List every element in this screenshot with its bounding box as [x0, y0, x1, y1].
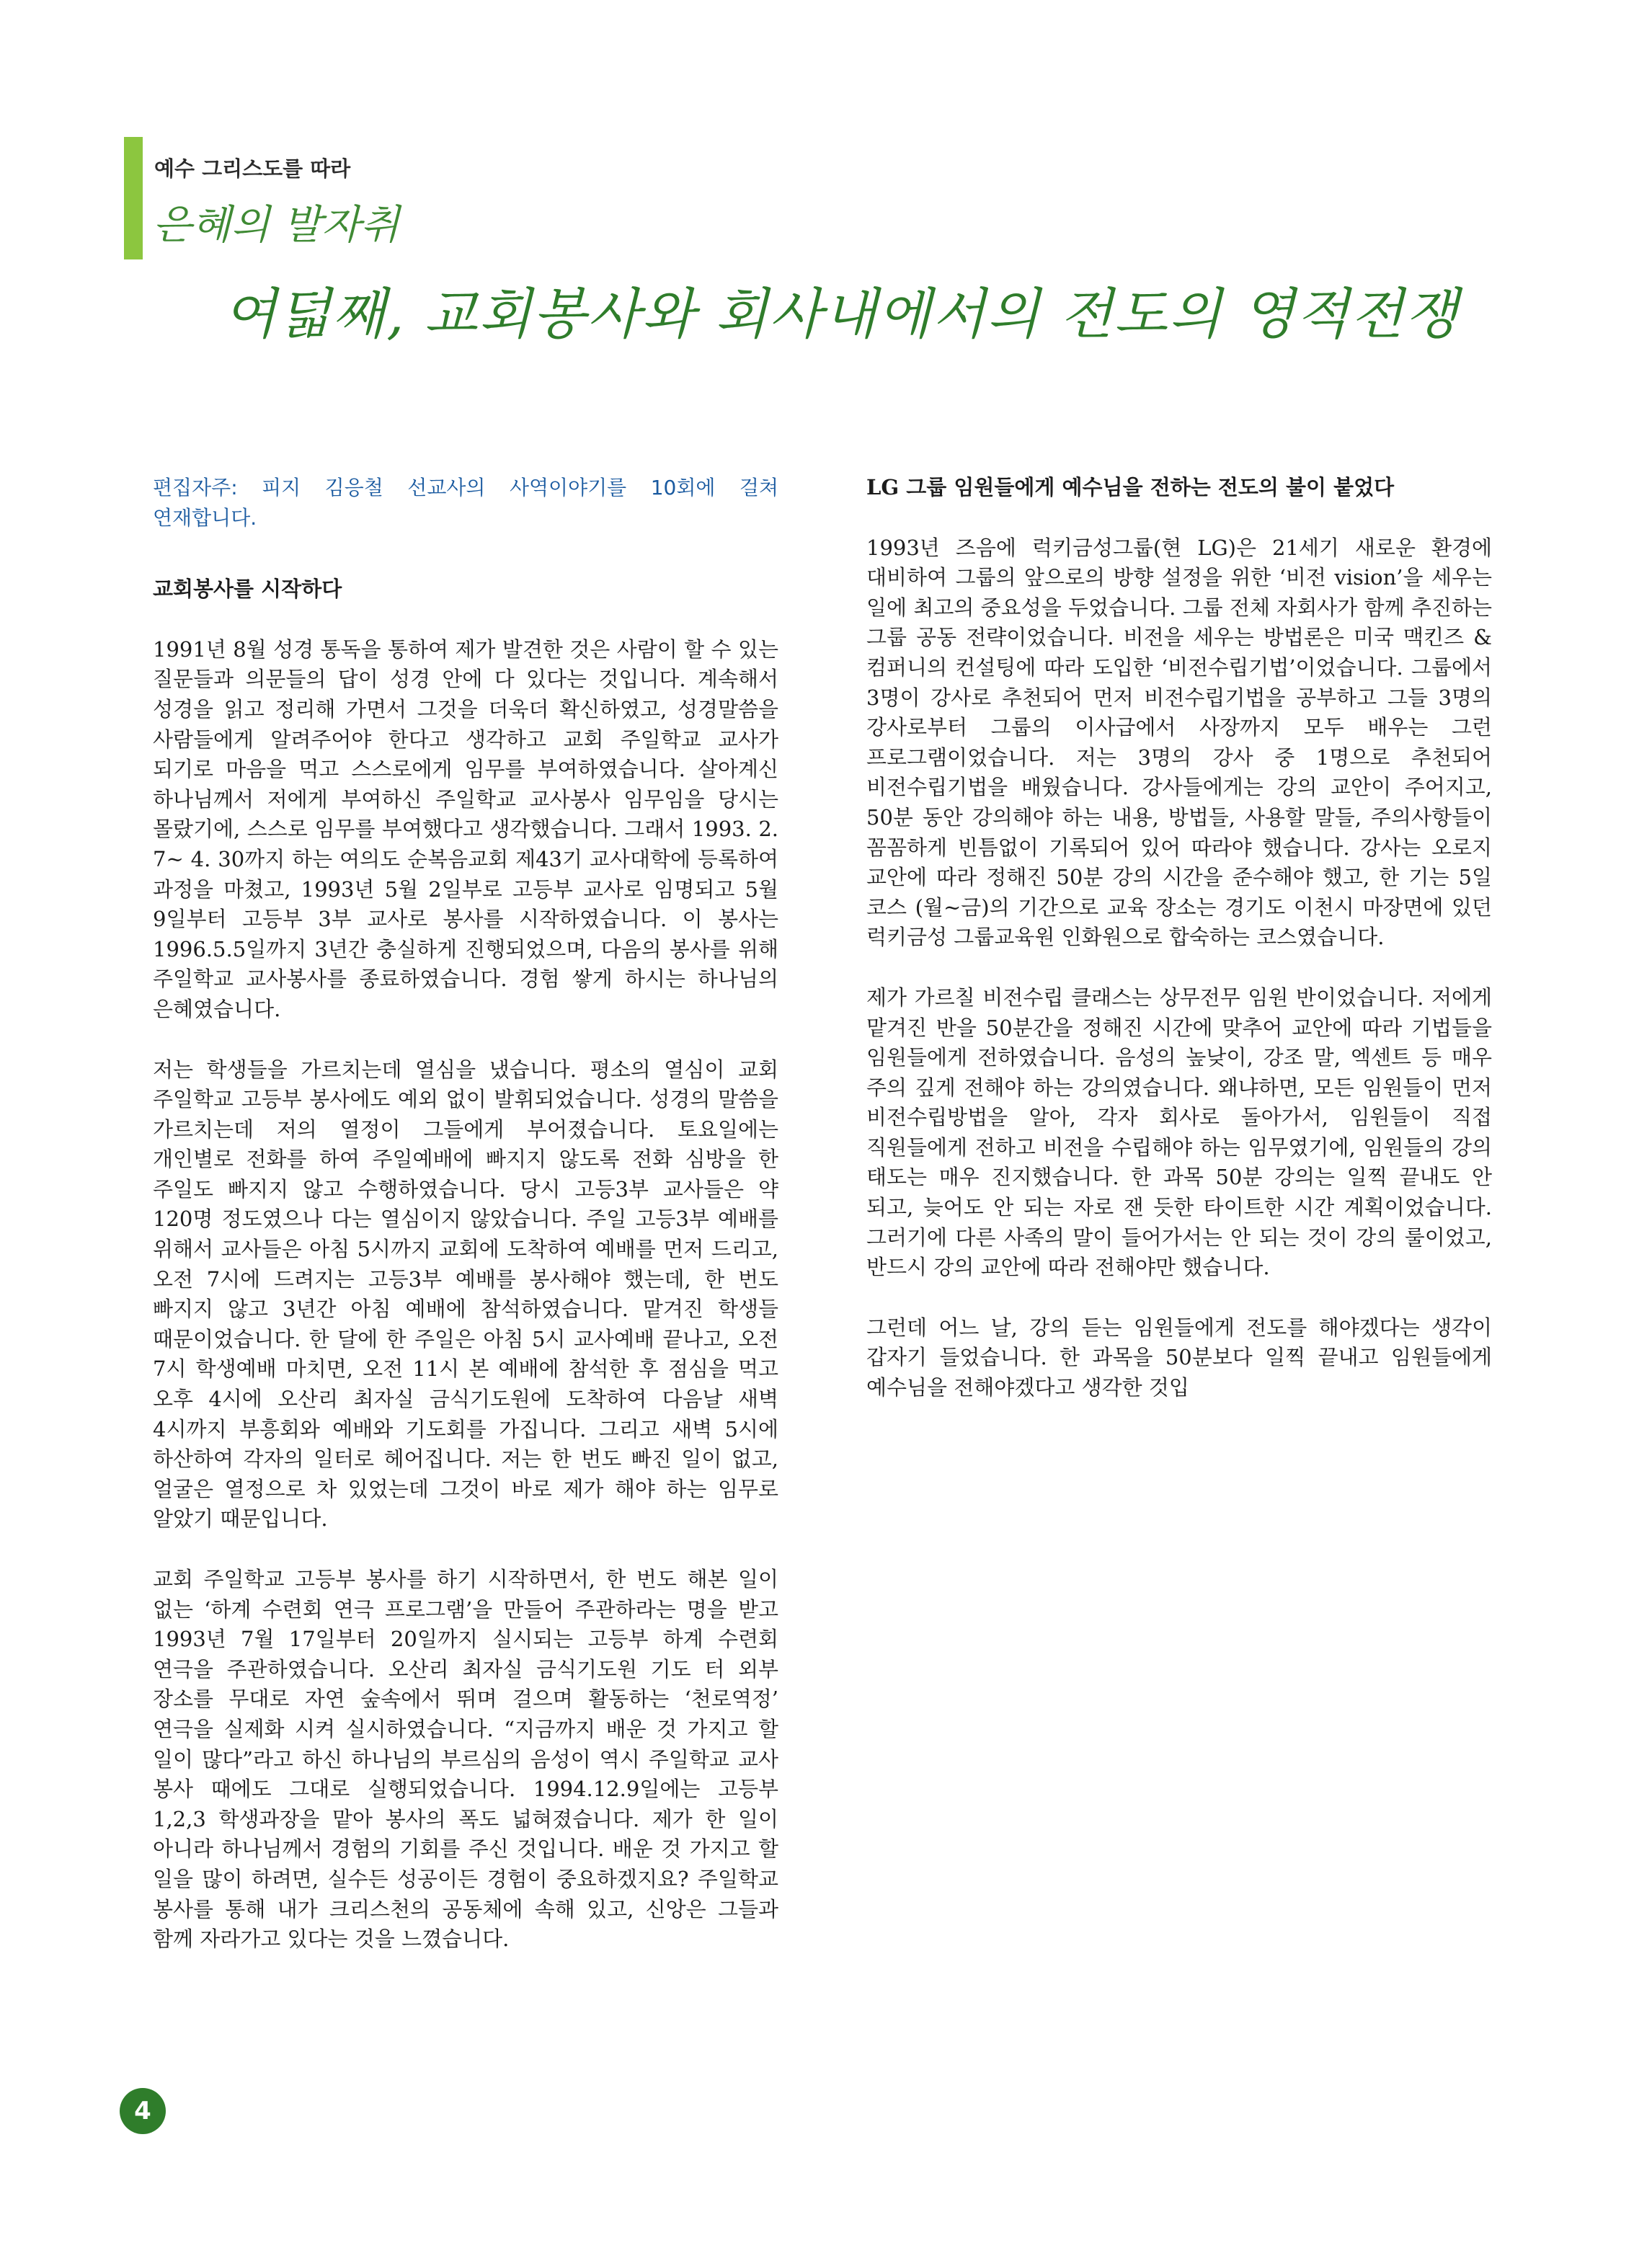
header-accent-bar: [124, 137, 143, 259]
left-column: [153, 473, 778, 1985]
paragraph: 1991년 8월 성경 통독을 통하여 제가 발견한 것은 사람이 할 수 있는 질문들과 의문들의 답이 성경 안에 다 있다는 것입니다. 계속해서 성경을 읽고 정리해 가면서 그것을 더욱더 확신하였고, 성경말씀을 사람들에게 알려주어야 한다고 생각하고 교회 주일학교 교사가 되기로 마음을 먹고 스스로에게 임무를 부여하였습니다. 살아계신 하나님께서 저에게 부여하신 주일학교 교사봉사 임무임을 당시는 몰랐기에, 스스로 임무를 부여했다고 생각했습니다. 그래서 1993. 2. 7~ 4. 30까지 하는 여의도 순복음교회 제43기 교사대학에 등록하여 과정을 마쳤고, 1993년 5월 2일부로 고등부 교사로 임명되고 5월 9일부터 고등부 3부 교사로 봉사를 시작하였습니다. 이 봉사는 1996.5.5일까지 3년간 충실하게 진행되었으며, 다음의 봉사를 위해 주일학교 교사봉사를 종료하였습니다. 경험 쌓게 하시는 하나님의 은혜였습니다.: [153, 636, 778, 1021]
editor-note: 편집자주: 피지 김응철 선교사의 사역이야기를 10회에 걸쳐 연재합니다.: [153, 476, 778, 530]
article-title: 여덟째, 교회봉사와 회사내에서의 전도의 영적전쟁: [223, 282, 1460, 346]
series-label: 예수 그리스도를 따라: [154, 156, 351, 181]
series-subtitle: 은혜의 발자취: [153, 202, 400, 249]
paragraph: 저는 학생들을 가르치는데 열심을 냈습니다. 평소의 열심이 교회 주일학교 고등부 봉사에도 예외 없이 발휘되었습니다. 성경의 말씀을 가르치는데 저의 열정이 그들에게 부어졌습니다. 토요일에는 개인별로 전화를 하여 주일예배에 빠지지 않도록 전화 심방을 한 주일도 빠지지 않고 수행하였습니다. 당시 고등3부 교사들은 약 120명 정도였으나 다는 열심이지 않았습니다. 주일 고등3부 예배를 위해서 교사들은 아침 5시까지 교회에 도착하여 예배를 먼저 드리고, 오전 7시에 드려지는 고등3부 예배를 봉사해야 했는데, 한 번도 빠지지 않고 3년간 아침 예배에 참석하였습니다. 맡겨진 학생들 때문이었습니다. 한 달에 한 주일은 아침 5시 교사예배 끝나고, 오전 7시 학생예배 마치면, 오전 11시 본 예배에 참석한 후 점심을 먹고 오후 4시에 오산리 최자실 금식기도원에 도착하여 다음날 새벽 4시까지 부흥회와 예배와 기도회를 가집니다. 그리고 새벽 5시에 하산하여 각자의 일터로 헤어집니다. 저는 한 번도 빠진 일이 없고, 얼굴은 열정으로 차 있었는데 그것이 바로 제가 해야 하는 임무로 알았기 때문입니다.: [153, 1057, 778, 1532]
paragraph: 제가 가르칠 비전수립 클래스는 상무전무 임원 반이었습니다. 저에게 맡겨진 반을 50분간을 정해진 시간에 맞추어 교안에 따라 기법들을 임원들에게 전하였습니다. 음성의 높낮이, 강조 말, 엑센트 등 매우 주의 깊게 전해야 하는 강의였습니다. 왜냐하면, 모든 임원들이 먼저 비전수립방법을 알아, 각자 회사로 돌아가서, 임원들이 직접 직원들에게 전하고 비전을 수립해야 하는 임무였기에, 임원들의 강의 태도는 매우 진지했습니다. 한 과목 50분 강의는 일찍 끝내도 안 되고, 늦어도 안 되는 자로 잰 듯한 타이트한 시간 계획이었습니다. 그러기에 다른 사족의 말이 들어가서는 안 되는 것이 강의 룰이었고, 반드시 강의 교안에 따라 전해야만 했습니다.: [866, 985, 1492, 1280]
right-column: [866, 473, 1492, 1434]
section-heading-lg-evangelism: LG 그룹 임원들에게 예수님을 전하는 전도의 불이 붙었다: [866, 475, 1395, 499]
paragraph: 1993년 즈음에 럭키금성그룹(현 LG)은 21세기 새로운 환경에 대비하여 그룹의 앞으로의 방향 설정을 위한 ‘비전 vision’을 세우는 일에 최고의 중요성을 두었습니다. 그룹 전체 자회사가 함께 추진하는 그룹 공동 전략이었습니다. 비전을 세우는 방법론은 미국 맥킨즈 & 컴퍼니의 컨설팅에 따라 도입한 ‘비전수립기법’이었습니다. 그룹에서 3명이 강사로 추천되어 먼저 비전수립기법을 공부하고 그들 3명의 강사로부터 그룹의 이사급에서 사장까지 모두 배우는 그런 프로그램이었습니다. 저는 3명의 강사 중 1명으로 추천되어 비전수립기법을 배웠습니다. 강사들에게는 강의 교안이 주어지고, 50분 동안 강의해야 하는 내용, 방법들, 사용할 말들, 주의사항들이 꼼꼼하게 빈틈없이 기록되어 있어 따라야 했습니다. 강사는 오로지 교안에 따라 정해진 50분 강의 시간을 준수해야 했고, 한 기는 5일 코스 (월~금)의 기간으로 교육 장소는 경기도 이천시 마장면에 있던 럭키금성 그룹교육원 인화원으로 합숙하는 코스였습니다.: [866, 535, 1492, 950]
paragraph: 그런데 어느 날, 강의 듣는 임원들에게 전도를 해야겠다는 생각이 갑자기 들었습니다. 한 과목을 50분보다 일찍 끝내고 임원들에게 예수님을 전해야겠다고 생각한 것입: [866, 1315, 1492, 1400]
paragraph: 교회 주일학교 고등부 봉사를 하기 시작하면서, 한 번도 해본 일이 없는 ‘하계 수련회 연극 프로그램’을 만들어 주관하라는 명을 받고 1993년 7월 17일부터 20일까지 실시되는 고등부 하계 수련회 연극을 주관하였습니다. 오산리 최자실 금식기도원 기도 터 외부 장소를 무대로 자연 숲속에서 뛰며 걸으며 활동하는 ‘천로역정’ 연극을 실제화 시켜 실시하였습니다. “지금까지 배운 것 가지고 할 일이 많다”라고 하신 하나님의 부르심의 음성이 역시 주일학교 교사 봉사 때에도 그대로 실행되었습니다. 1994.12.9일에는 고등부 1,2,3 학생과장을 맡아 봉사의 폭도 넓혀졌습니다. 제가 한 일이 아니라 하나님께서 경험의 기회를 주신 것입니다. 배운 것 가지고 할 일을 많이 하려면, 실수든 성공이든 경험이 중요하겠지요? 주일학교 봉사를 통해 내가 크리스천의 공동체에 속해 있고, 신앙은 그들과 함께 자라가고 있다는 것을 느꼈습니다.: [153, 1567, 778, 1952]
page-number: 4: [120, 2088, 166, 2134]
section-heading-church-service: 교회봉사를 시작하다: [153, 577, 342, 602]
